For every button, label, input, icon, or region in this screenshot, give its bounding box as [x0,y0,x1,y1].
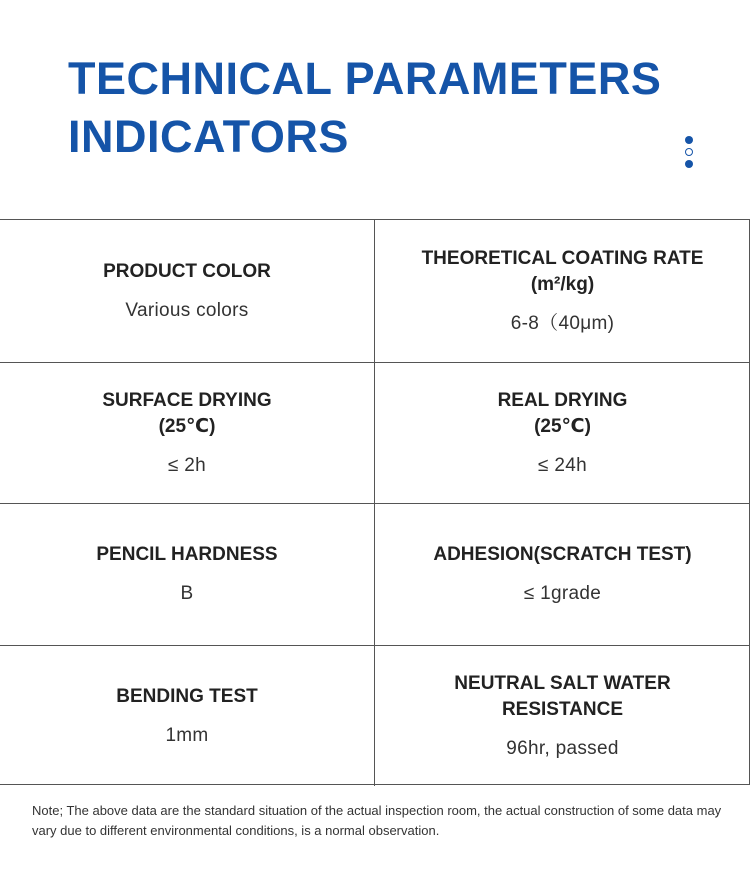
param-value: ≤ 2h [167,454,207,476]
param-label: SURFACE DRYING (25℃) [102,389,272,437]
param-label: THEORETICAL COATING RATE (m²/kg) [421,247,704,295]
param-label: PENCIL HARDNESS [96,544,278,566]
parameters-table [0,219,750,785]
param-cell-real-drying [375,362,750,504]
param-cell-adhesion [375,503,750,645]
param-cell-bending-test [0,645,375,787]
param-cell-product-color [0,220,375,362]
param-value: 6-8（40μm) [510,312,615,334]
more-options-icon[interactable] [685,136,695,172]
param-label: PRODUCT COLOR [103,260,271,282]
dot-filled-icon [685,136,693,144]
param-cell-coating-rate [375,220,750,362]
param-value: Various colors [125,299,249,321]
footnote: Note; The above data are the standard situation of the actual inspection room, the actual construction of some data may vary due to different environmental conditions, is a normal observation. [32,803,722,838]
param-value: 96hr, passed [506,737,619,759]
param-label: BENDING TEST [116,685,258,707]
param-cell-surface-drying [0,362,375,504]
dot-hollow-icon [685,148,693,156]
param-label: NEUTRAL SALT WATER RESISTANCE [454,672,671,720]
param-value: ≤ 24h [538,454,587,476]
param-cell-salt-water [375,645,750,787]
param-value: ≤ 1grade [523,583,602,605]
param-cell-pencil-hardness [0,503,375,645]
param-value: B [180,583,194,605]
dot-filled-icon [685,160,693,168]
page-title: TECHNICAL PARAMETERS INDICATORS [68,53,662,162]
param-label: ADHESION(SCRATCH TEST) [433,544,692,566]
param-value: 1mm [165,724,209,746]
param-label: REAL DRYING (25℃) [497,389,628,437]
